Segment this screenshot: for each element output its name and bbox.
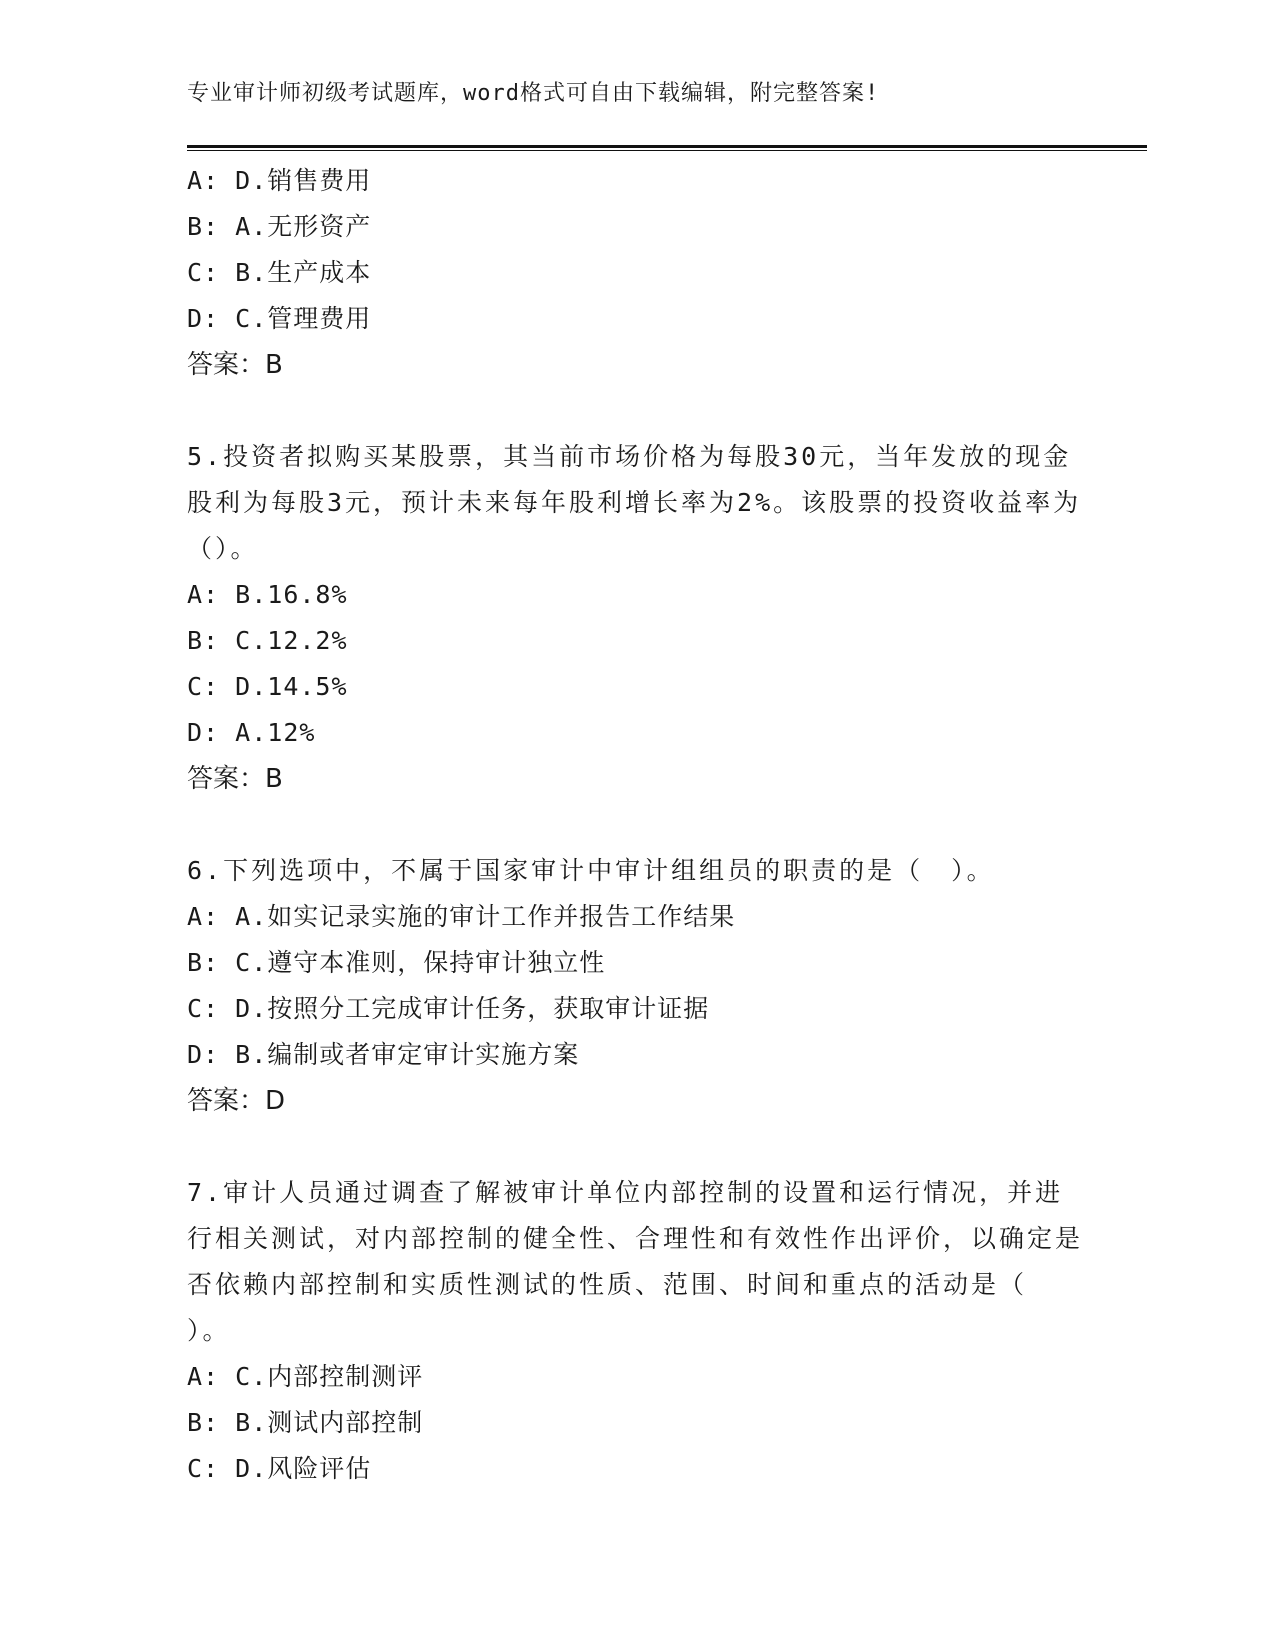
option-text: D.按照分工完成审计任务，获取审计证据 (235, 994, 710, 1023)
option-c (187, 250, 1087, 296)
option-b (187, 940, 1087, 986)
question-stem: 5.投资者拟购买某股票，其当前市场价格为每股30元，当年发放的现金股利为每股3元，预计未来每年股利增长率为2%。该股票的投资收益率为（）。 (187, 442, 1082, 563)
answer-line (187, 342, 1087, 388)
option-text: D.销售费用 (235, 166, 372, 195)
option-d (187, 1032, 1087, 1078)
option-label: A: (187, 902, 220, 931)
option-a (187, 894, 1087, 940)
answer-value: B (265, 764, 283, 794)
option-text: B.生产成本 (235, 258, 372, 287)
option-text: D.14.5% (235, 672, 348, 701)
option-label: D: (187, 304, 220, 333)
option-text: A.如实记录实施的审计工作并报告工作结果 (235, 902, 736, 931)
option-text: C.12.2% (235, 626, 348, 655)
option-label: A: (187, 166, 220, 195)
option-label: C: (187, 258, 220, 287)
question-stem: 7.审计人员通过调查了解被审计单位内部控制的设置和运行情况，并进行相关测试，对内部控制的健全性、合理性和有效性作出评价，以确定是否依赖内部控制和实质性测试的性质、范围、时间和重点的活动是（ ）。 (187, 1178, 1084, 1345)
option-b (187, 618, 1087, 664)
question-list (187, 158, 1087, 1492)
option-b (187, 1400, 1087, 1446)
answer-line (187, 756, 1087, 802)
option-text: C.内部控制测评 (235, 1362, 424, 1391)
option-label: C: (187, 672, 220, 701)
option-label: B: (187, 212, 220, 241)
option-d (187, 710, 1087, 756)
option-text: B.编制或者审定审计实施方案 (235, 1040, 580, 1069)
option-label: C: (187, 994, 220, 1023)
option-text: B.16.8% (235, 580, 348, 609)
answer-label: 答案： (187, 764, 266, 794)
page-header: 专业审计师初级考试题库，word格式可自由下载编辑，附完整答案! (187, 81, 880, 106)
question-7 (187, 1170, 1087, 1492)
option-label: B: (187, 626, 220, 655)
option-c (187, 1446, 1087, 1492)
option-c (187, 664, 1087, 710)
answer-label: 答案： (187, 350, 266, 380)
option-label: A: (187, 1362, 220, 1391)
option-d (187, 296, 1087, 342)
answer-value: B (265, 350, 283, 380)
question-6 (187, 848, 1087, 1124)
option-text: B.测试内部控制 (235, 1408, 424, 1437)
option-label: D: (187, 1040, 220, 1069)
answer-value: D (265, 1086, 286, 1116)
question-continued (187, 158, 1087, 388)
option-a (187, 158, 1087, 204)
question-stem: 6.下列选项中，不属于国家审计中审计组组员的职责的是（ ）。 (187, 856, 995, 885)
answer-line (187, 1078, 1087, 1124)
option-text: A.无形资产 (235, 212, 372, 241)
option-label: B: (187, 1408, 220, 1437)
option-label: C: (187, 1454, 220, 1483)
option-b (187, 204, 1087, 250)
option-text: C.遵守本准则，保持审计独立性 (235, 948, 606, 977)
option-label: A: (187, 580, 220, 609)
option-label: B: (187, 948, 220, 977)
option-a (187, 572, 1087, 618)
header-divider (187, 145, 1147, 148)
answer-label: 答案： (187, 1086, 266, 1116)
option-text: C.管理费用 (235, 304, 372, 333)
option-text: A.12% (235, 718, 316, 747)
option-a (187, 1354, 1087, 1400)
option-label: D: (187, 718, 220, 747)
option-c (187, 986, 1087, 1032)
option-text: D.风险评估 (235, 1454, 372, 1483)
question-5 (187, 434, 1087, 802)
